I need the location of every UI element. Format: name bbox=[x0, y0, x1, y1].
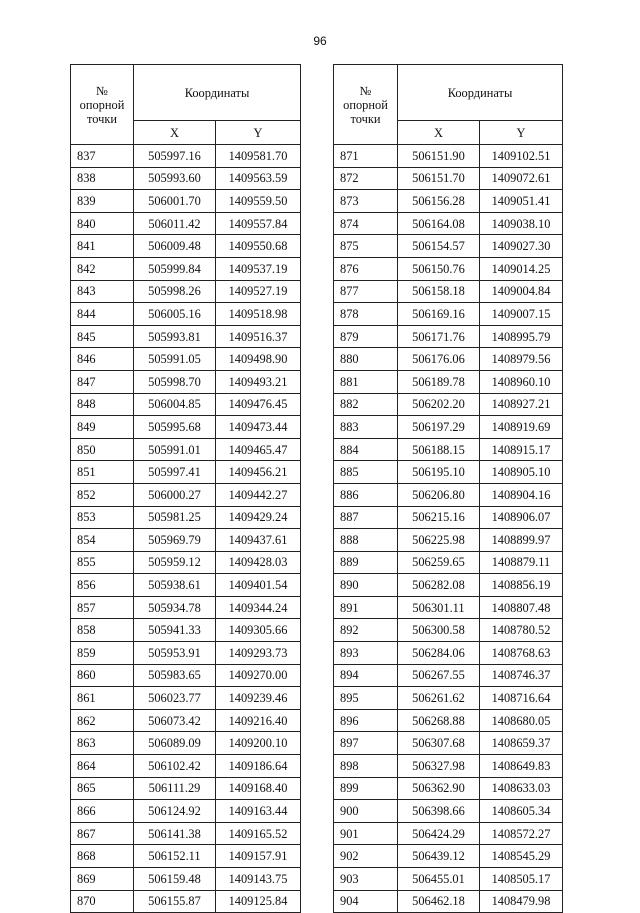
table-row bbox=[71, 212, 301, 235]
table-row bbox=[71, 393, 301, 416]
y-coordinate-cell: 1408680.05 bbox=[480, 709, 563, 732]
point-number-cell: 847 bbox=[71, 370, 134, 393]
y-coordinate-cell: 1409456.21 bbox=[216, 461, 301, 484]
point-number-cell: 854 bbox=[71, 529, 134, 552]
point-number-cell: 855 bbox=[71, 551, 134, 574]
point-number-cell: 898 bbox=[334, 755, 398, 778]
x-coordinate-cell: 506073.42 bbox=[134, 709, 216, 732]
y-coordinate-cell: 1408768.63 bbox=[480, 642, 563, 665]
x-coordinate-cell: 506151.90 bbox=[398, 145, 480, 168]
table-row bbox=[71, 868, 301, 891]
y-coordinate-cell: 1409428.03 bbox=[216, 551, 301, 574]
point-number-cell: 902 bbox=[334, 845, 398, 868]
table-body bbox=[71, 145, 301, 913]
table-body bbox=[334, 145, 563, 913]
x-coordinate-cell: 505991.01 bbox=[134, 438, 216, 461]
point-number-cell: 883 bbox=[334, 416, 398, 439]
x-coordinate-cell: 506169.16 bbox=[398, 303, 480, 326]
y-coordinate-cell: 1409038.10 bbox=[480, 212, 563, 235]
y-coordinate-cell: 1409581.70 bbox=[216, 145, 301, 168]
table-row bbox=[334, 868, 563, 891]
y-coordinate-cell: 1409125.84 bbox=[216, 890, 301, 913]
table-row bbox=[334, 461, 563, 484]
table-row bbox=[71, 619, 301, 642]
x-column-header: X bbox=[398, 121, 480, 145]
point-number-cell: 844 bbox=[71, 303, 134, 326]
y-coordinate-cell: 1408906.07 bbox=[480, 506, 563, 529]
y-coordinate-cell: 1408915.17 bbox=[480, 438, 563, 461]
y-coordinate-cell: 1409559.50 bbox=[216, 190, 301, 213]
x-coordinate-cell: 506327.98 bbox=[398, 755, 480, 778]
table-row bbox=[334, 303, 563, 326]
x-coordinate-cell: 506188.15 bbox=[398, 438, 480, 461]
point-number-cell: 870 bbox=[71, 890, 134, 913]
x-coordinate-cell: 506195.10 bbox=[398, 461, 480, 484]
table-row bbox=[334, 167, 563, 190]
point-number-cell: 850 bbox=[71, 438, 134, 461]
x-coordinate-cell: 506152.11 bbox=[134, 845, 216, 868]
table-row bbox=[334, 664, 563, 687]
x-coordinate-cell: 506424.29 bbox=[398, 822, 480, 845]
point-number-cell: 856 bbox=[71, 574, 134, 597]
point-number-cell: 865 bbox=[71, 777, 134, 800]
table-row bbox=[334, 890, 563, 913]
table-row bbox=[334, 325, 563, 348]
x-coordinate-cell: 506206.80 bbox=[398, 483, 480, 506]
table-row bbox=[334, 257, 563, 280]
y-coordinate-cell: 1408605.34 bbox=[480, 800, 563, 823]
point-number-cell: 861 bbox=[71, 687, 134, 710]
x-coordinate-cell: 506259.65 bbox=[398, 551, 480, 574]
point-number-cell: 904 bbox=[334, 890, 398, 913]
y-coordinate-cell: 1409143.75 bbox=[216, 868, 301, 891]
y-coordinate-cell: 1408479.98 bbox=[480, 890, 563, 913]
x-coordinate-cell: 506202.20 bbox=[398, 393, 480, 416]
x-coordinate-cell: 505991.05 bbox=[134, 348, 216, 371]
point-number-cell: 869 bbox=[71, 868, 134, 891]
point-number-cell: 866 bbox=[71, 800, 134, 823]
y-coordinate-cell: 1408780.52 bbox=[480, 619, 563, 642]
table-row bbox=[334, 642, 563, 665]
y-coordinate-cell: 1408746.37 bbox=[480, 664, 563, 687]
number-sign: № bbox=[359, 83, 372, 98]
y-coordinate-cell: 1408927.21 bbox=[480, 393, 563, 416]
y-coordinate-cell: 1408995.79 bbox=[480, 325, 563, 348]
table-row bbox=[334, 551, 563, 574]
point-number-cell: 871 bbox=[334, 145, 398, 168]
number-header-word-1: опорной bbox=[79, 97, 125, 112]
y-coordinate-cell: 1408856.19 bbox=[480, 574, 563, 597]
x-coordinate-cell: 506300.58 bbox=[398, 619, 480, 642]
y-coordinate-cell: 1409007.15 bbox=[480, 303, 563, 326]
x-coordinate-cell: 506009.48 bbox=[134, 235, 216, 258]
table-row bbox=[71, 303, 301, 326]
point-number-cell: 888 bbox=[334, 529, 398, 552]
coordinates-header: Координаты bbox=[134, 65, 301, 121]
table-row bbox=[334, 145, 563, 168]
y-coordinate-cell: 1409498.90 bbox=[216, 348, 301, 371]
table-row bbox=[71, 709, 301, 732]
point-number-cell: 903 bbox=[334, 868, 398, 891]
y-coordinate-cell: 1409216.40 bbox=[216, 709, 301, 732]
point-number-cell: 895 bbox=[334, 687, 398, 710]
y-coordinate-cell: 1408879.11 bbox=[480, 551, 563, 574]
point-number-cell: 875 bbox=[334, 235, 398, 258]
y-coordinate-cell: 1409563.59 bbox=[216, 167, 301, 190]
y-coordinate-cell: 1408545.29 bbox=[480, 845, 563, 868]
y-coordinate-cell: 1409429.24 bbox=[216, 506, 301, 529]
table-row bbox=[71, 755, 301, 778]
point-number-cell: 901 bbox=[334, 822, 398, 845]
x-coordinate-cell: 506189.78 bbox=[398, 370, 480, 393]
table-row bbox=[71, 167, 301, 190]
y-coordinate-cell: 1409476.45 bbox=[216, 393, 301, 416]
point-number-cell: 884 bbox=[334, 438, 398, 461]
x-coordinate-cell: 506005.16 bbox=[134, 303, 216, 326]
page-number: 96 bbox=[313, 34, 327, 48]
x-coordinate-cell: 505995.68 bbox=[134, 416, 216, 439]
point-number-cell: 877 bbox=[334, 280, 398, 303]
y-coordinate-cell: 1409401.54 bbox=[216, 574, 301, 597]
point-number-cell: 891 bbox=[334, 596, 398, 619]
y-coordinate-cell: 1408919.69 bbox=[480, 416, 563, 439]
point-number-cell: 897 bbox=[334, 732, 398, 755]
y-coordinate-cell: 1409518.98 bbox=[216, 303, 301, 326]
table-row bbox=[71, 551, 301, 574]
x-coordinate-cell: 506301.11 bbox=[398, 596, 480, 619]
point-number-cell: 878 bbox=[334, 303, 398, 326]
table-row bbox=[71, 370, 301, 393]
x-coordinate-cell: 506141.38 bbox=[134, 822, 216, 845]
y-coordinate-cell: 1409442.27 bbox=[216, 483, 301, 506]
y-coordinate-cell: 1409163.44 bbox=[216, 800, 301, 823]
point-number-cell: 860 bbox=[71, 664, 134, 687]
x-coordinate-cell: 506455.01 bbox=[398, 868, 480, 891]
table-row bbox=[334, 709, 563, 732]
x-coordinate-cell: 506158.18 bbox=[398, 280, 480, 303]
x-coordinate-cell: 506124.92 bbox=[134, 800, 216, 823]
x-coordinate-cell: 506159.48 bbox=[134, 868, 216, 891]
point-number-cell: 840 bbox=[71, 212, 134, 235]
y-coordinate-cell: 1409270.00 bbox=[216, 664, 301, 687]
x-coordinate-cell: 506171.76 bbox=[398, 325, 480, 348]
x-coordinate-cell: 506154.57 bbox=[398, 235, 480, 258]
x-coordinate-cell: 505953.91 bbox=[134, 642, 216, 665]
table-row bbox=[71, 529, 301, 552]
table-row bbox=[71, 777, 301, 800]
table-row bbox=[71, 506, 301, 529]
point-number-cell: 873 bbox=[334, 190, 398, 213]
y-coordinate-cell: 1408505.17 bbox=[480, 868, 563, 891]
x-coordinate-cell: 506023.77 bbox=[134, 687, 216, 710]
y-coordinate-cell: 1409557.84 bbox=[216, 212, 301, 235]
y-coordinate-cell: 1409157.91 bbox=[216, 845, 301, 868]
table-row bbox=[334, 280, 563, 303]
point-number-cell: 881 bbox=[334, 370, 398, 393]
y-coordinate-cell: 1409027.30 bbox=[480, 235, 563, 258]
point-number-cell: 837 bbox=[71, 145, 134, 168]
y-coordinate-cell: 1409437.61 bbox=[216, 529, 301, 552]
point-number-cell: 841 bbox=[71, 235, 134, 258]
y-coordinate-cell: 1409168.40 bbox=[216, 777, 301, 800]
x-coordinate-cell: 506197.29 bbox=[398, 416, 480, 439]
x-coordinate-cell: 505998.26 bbox=[134, 280, 216, 303]
x-coordinate-cell: 506268.88 bbox=[398, 709, 480, 732]
point-number-cell: 864 bbox=[71, 755, 134, 778]
point-number-cell: 889 bbox=[334, 551, 398, 574]
table-row bbox=[334, 416, 563, 439]
x-coordinate-cell: 505997.41 bbox=[134, 461, 216, 484]
x-column-header: X bbox=[134, 121, 216, 145]
table-row bbox=[334, 348, 563, 371]
x-coordinate-cell: 506307.68 bbox=[398, 732, 480, 755]
table-row bbox=[334, 529, 563, 552]
point-number-cell: 843 bbox=[71, 280, 134, 303]
y-coordinate-cell: 1409004.84 bbox=[480, 280, 563, 303]
table-row bbox=[71, 574, 301, 597]
point-number-cell: 892 bbox=[334, 619, 398, 642]
x-coordinate-cell: 505969.79 bbox=[134, 529, 216, 552]
table-row bbox=[334, 438, 563, 461]
point-number-cell: 853 bbox=[71, 506, 134, 529]
number-header-word-2: точки bbox=[350, 111, 381, 126]
point-number-cell: 845 bbox=[71, 325, 134, 348]
y-coordinate-cell: 1409305.66 bbox=[216, 619, 301, 642]
point-number-cell: 880 bbox=[334, 348, 398, 371]
point-number-cell: 846 bbox=[71, 348, 134, 371]
y-coordinate-cell: 1409465.47 bbox=[216, 438, 301, 461]
y-coordinate-cell: 1409200.10 bbox=[216, 732, 301, 755]
table-row bbox=[71, 325, 301, 348]
table-row bbox=[71, 732, 301, 755]
point-number-cell: 867 bbox=[71, 822, 134, 845]
y-coordinate-cell: 1408807.48 bbox=[480, 596, 563, 619]
x-coordinate-cell: 505993.81 bbox=[134, 325, 216, 348]
x-coordinate-cell: 506155.87 bbox=[134, 890, 216, 913]
table-row bbox=[71, 822, 301, 845]
point-number-header bbox=[71, 65, 134, 145]
point-number-cell: 894 bbox=[334, 664, 398, 687]
y-coordinate-cell: 1409014.25 bbox=[480, 257, 563, 280]
x-coordinate-cell: 506439.12 bbox=[398, 845, 480, 868]
y-coordinate-cell: 1409493.21 bbox=[216, 370, 301, 393]
point-number-cell: 852 bbox=[71, 483, 134, 506]
y-coordinate-cell: 1408899.97 bbox=[480, 529, 563, 552]
x-coordinate-cell: 505959.12 bbox=[134, 551, 216, 574]
table-row bbox=[71, 890, 301, 913]
point-number-cell: 874 bbox=[334, 212, 398, 235]
table-row bbox=[334, 506, 563, 529]
point-number-cell: 896 bbox=[334, 709, 398, 732]
table-row bbox=[334, 212, 563, 235]
x-coordinate-cell: 506111.29 bbox=[134, 777, 216, 800]
number-sign: № bbox=[96, 83, 108, 98]
x-coordinate-cell: 506151.70 bbox=[398, 167, 480, 190]
point-number-cell: 851 bbox=[71, 461, 134, 484]
point-number-cell: 899 bbox=[334, 777, 398, 800]
y-coordinate-cell: 1408979.56 bbox=[480, 348, 563, 371]
table-row bbox=[71, 461, 301, 484]
table-row bbox=[71, 235, 301, 258]
y-coordinate-cell: 1409186.64 bbox=[216, 755, 301, 778]
table-row bbox=[334, 687, 563, 710]
x-coordinate-cell: 506225.98 bbox=[398, 529, 480, 552]
point-number-cell: 862 bbox=[71, 709, 134, 732]
table-row bbox=[71, 596, 301, 619]
table-row bbox=[71, 664, 301, 687]
y-coordinate-cell: 1409344.24 bbox=[216, 596, 301, 619]
x-coordinate-cell: 505999.84 bbox=[134, 257, 216, 280]
y-coordinate-cell: 1408905.10 bbox=[480, 461, 563, 484]
x-coordinate-cell: 506164.08 bbox=[398, 212, 480, 235]
y-coordinate-cell: 1409072.61 bbox=[480, 167, 563, 190]
x-coordinate-cell: 506215.16 bbox=[398, 506, 480, 529]
table-row bbox=[334, 822, 563, 845]
point-number-cell: 868 bbox=[71, 845, 134, 868]
y-coordinate-cell: 1409537.19 bbox=[216, 257, 301, 280]
x-coordinate-cell: 506282.08 bbox=[398, 574, 480, 597]
table-row bbox=[334, 777, 563, 800]
x-coordinate-cell: 506004.85 bbox=[134, 393, 216, 416]
table-row bbox=[71, 348, 301, 371]
x-coordinate-cell: 505993.60 bbox=[134, 167, 216, 190]
x-coordinate-cell: 505941.33 bbox=[134, 619, 216, 642]
point-number-cell: 890 bbox=[334, 574, 398, 597]
point-number-cell: 900 bbox=[334, 800, 398, 823]
table-row bbox=[71, 845, 301, 868]
table-row bbox=[334, 370, 563, 393]
table-row bbox=[334, 732, 563, 755]
point-number-cell: 872 bbox=[334, 167, 398, 190]
y-coordinate-cell: 1408572.27 bbox=[480, 822, 563, 845]
x-coordinate-cell: 506089.09 bbox=[134, 732, 216, 755]
table-row bbox=[71, 800, 301, 823]
point-number-header bbox=[334, 65, 398, 145]
x-coordinate-cell: 506398.66 bbox=[398, 800, 480, 823]
number-header-word-1: опорной bbox=[343, 97, 388, 112]
y-column-header: Y bbox=[480, 121, 563, 145]
table-row bbox=[334, 190, 563, 213]
y-coordinate-cell: 1408960.10 bbox=[480, 370, 563, 393]
y-coordinate-cell: 1409102.51 bbox=[480, 145, 563, 168]
x-coordinate-cell: 505938.61 bbox=[134, 574, 216, 597]
x-coordinate-cell: 506001.70 bbox=[134, 190, 216, 213]
y-coordinate-cell: 1408633.03 bbox=[480, 777, 563, 800]
point-number-cell: 839 bbox=[71, 190, 134, 213]
x-coordinate-cell: 506000.27 bbox=[134, 483, 216, 506]
y-coordinate-cell: 1408904.16 bbox=[480, 483, 563, 506]
point-number-cell: 876 bbox=[334, 257, 398, 280]
y-column-header: Y bbox=[216, 121, 301, 145]
y-coordinate-cell: 1408716.64 bbox=[480, 687, 563, 710]
table-row bbox=[334, 574, 563, 597]
x-coordinate-cell: 506176.06 bbox=[398, 348, 480, 371]
table-row bbox=[71, 483, 301, 506]
table-row bbox=[71, 416, 301, 439]
table-row bbox=[334, 393, 563, 416]
x-coordinate-cell: 505934.78 bbox=[134, 596, 216, 619]
table-row bbox=[71, 145, 301, 168]
x-coordinate-cell: 506156.28 bbox=[398, 190, 480, 213]
number-header-word-2: точки bbox=[86, 111, 117, 126]
point-number-cell: 887 bbox=[334, 506, 398, 529]
x-coordinate-cell: 505997.16 bbox=[134, 145, 216, 168]
table-row bbox=[334, 619, 563, 642]
coordinates-table-left bbox=[70, 64, 301, 913]
x-coordinate-cell: 505983.65 bbox=[134, 664, 216, 687]
point-number-cell: 848 bbox=[71, 393, 134, 416]
point-number-cell: 882 bbox=[334, 393, 398, 416]
table-row bbox=[71, 687, 301, 710]
table-row bbox=[334, 845, 563, 868]
y-coordinate-cell: 1409550.68 bbox=[216, 235, 301, 258]
x-coordinate-cell: 506102.42 bbox=[134, 755, 216, 778]
table-row bbox=[71, 190, 301, 213]
y-coordinate-cell: 1409293.73 bbox=[216, 642, 301, 665]
point-number-cell: 886 bbox=[334, 483, 398, 506]
point-number-cell: 893 bbox=[334, 642, 398, 665]
table-row bbox=[71, 280, 301, 303]
point-number-cell: 838 bbox=[71, 167, 134, 190]
x-coordinate-cell: 506362.90 bbox=[398, 777, 480, 800]
x-coordinate-cell: 506150.76 bbox=[398, 257, 480, 280]
table-row bbox=[334, 483, 563, 506]
y-coordinate-cell: 1409165.52 bbox=[216, 822, 301, 845]
table-row bbox=[334, 235, 563, 258]
table-row bbox=[334, 755, 563, 778]
point-number-cell: 842 bbox=[71, 257, 134, 280]
x-coordinate-cell: 506462.18 bbox=[398, 890, 480, 913]
coordinates-header: Координаты bbox=[398, 65, 563, 121]
point-number-cell: 849 bbox=[71, 416, 134, 439]
y-coordinate-cell: 1409051.41 bbox=[480, 190, 563, 213]
table-row bbox=[71, 438, 301, 461]
x-coordinate-cell: 506267.55 bbox=[398, 664, 480, 687]
x-coordinate-cell: 505998.70 bbox=[134, 370, 216, 393]
y-coordinate-cell: 1409239.46 bbox=[216, 687, 301, 710]
table-row bbox=[334, 800, 563, 823]
point-number-cell: 857 bbox=[71, 596, 134, 619]
point-number-cell: 859 bbox=[71, 642, 134, 665]
coordinates-table-right bbox=[333, 64, 563, 913]
x-coordinate-cell: 506284.06 bbox=[398, 642, 480, 665]
point-number-cell: 863 bbox=[71, 732, 134, 755]
table-row bbox=[71, 642, 301, 665]
point-number-cell: 879 bbox=[334, 325, 398, 348]
y-coordinate-cell: 1408659.37 bbox=[480, 732, 563, 755]
y-coordinate-cell: 1409473.44 bbox=[216, 416, 301, 439]
table-row bbox=[334, 596, 563, 619]
y-coordinate-cell: 1408649.83 bbox=[480, 755, 563, 778]
point-number-cell: 858 bbox=[71, 619, 134, 642]
y-coordinate-cell: 1409527.19 bbox=[216, 280, 301, 303]
table-row bbox=[71, 257, 301, 280]
x-coordinate-cell: 506261.62 bbox=[398, 687, 480, 710]
y-coordinate-cell: 1409516.37 bbox=[216, 325, 301, 348]
x-coordinate-cell: 506011.42 bbox=[134, 212, 216, 235]
point-number-cell: 885 bbox=[334, 461, 398, 484]
x-coordinate-cell: 505981.25 bbox=[134, 506, 216, 529]
